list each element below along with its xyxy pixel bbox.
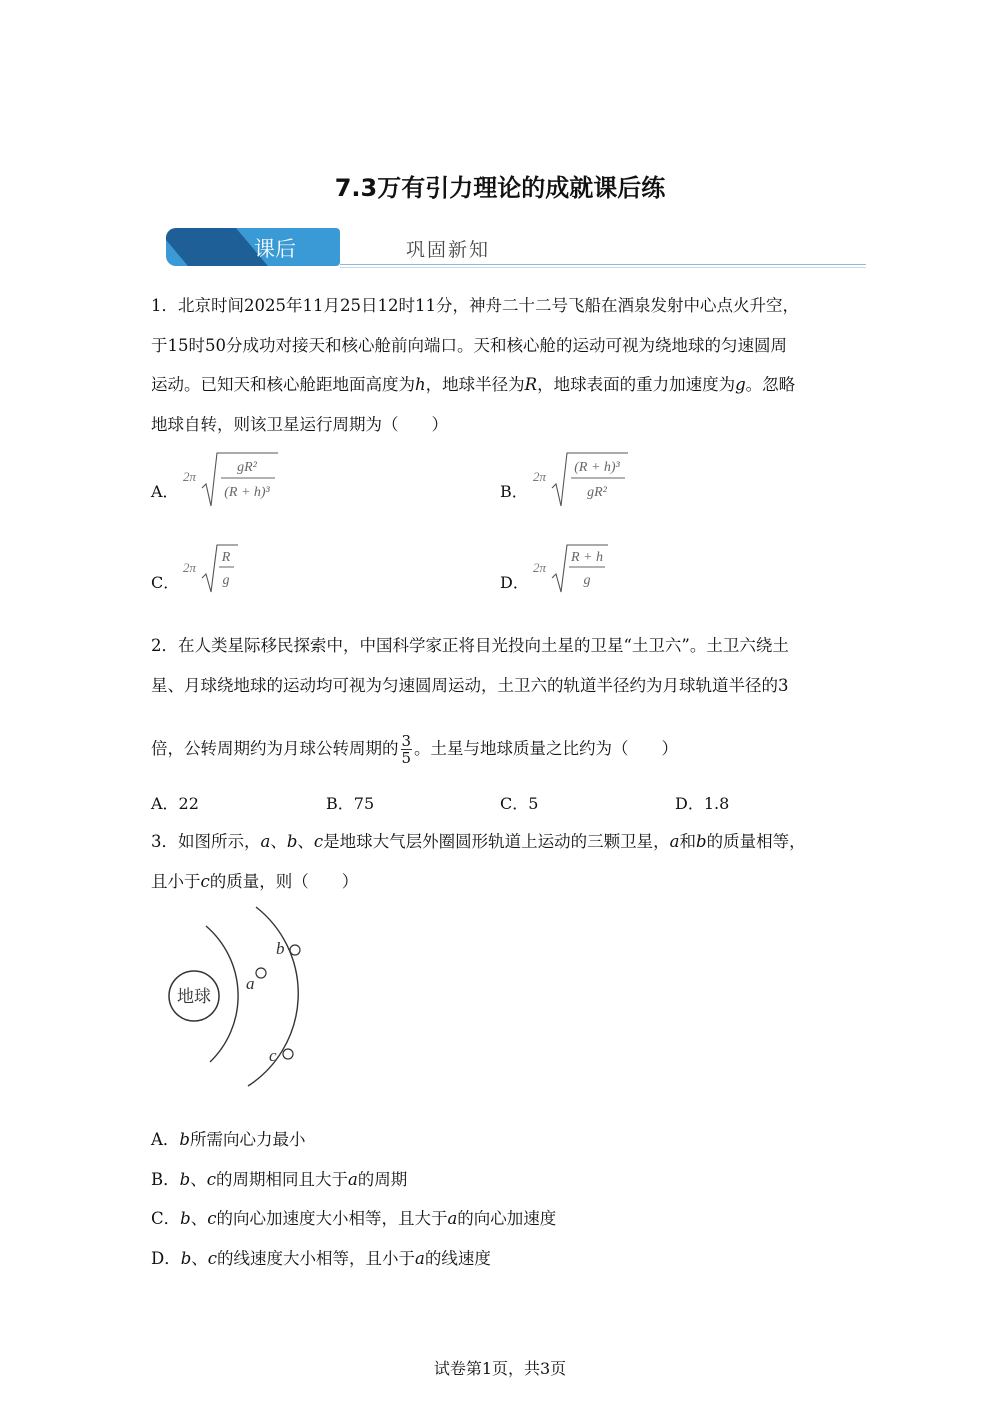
q3-text: 的质量，则（ ） [209,871,359,891]
q2-option-a: A．22 [151,794,199,813]
label-c: c [269,1046,277,1065]
q1-text: 。忽略 [745,375,796,394]
var-a: a [669,832,680,851]
option-text: 、 [190,1169,207,1189]
page-footer: 试卷第1页，共3页 [433,1359,567,1378]
q2-option-b: B．75 [326,794,375,813]
q3-option-b [151,1160,851,1200]
var-a: a [447,1209,458,1228]
q3-option-d [151,1239,851,1279]
q3-text: 、 [297,832,314,851]
sqrt-sign [202,545,238,592]
satellite-c [283,1049,293,1059]
q1-line-2: 于15时50分成功对接天和核心舱前向端口。天和核心舱的运动可视为绕地球的匀速圆周 [151,335,787,355]
var-g: g [735,375,746,394]
q1-text: ，地球表面的重力加速度为 [537,375,736,394]
var-b: b [180,1209,191,1228]
q2-text: 倍，公转周期约为月球公转周期的 [151,739,399,758]
satellite-b [290,945,300,955]
formula-denominator: (R + h)³ [224,485,270,500]
formula-two-pi: 2π [533,469,547,484]
formula-two-pi: 2π [183,560,197,575]
var-a: a [347,1169,358,1189]
q3-option-a [151,1120,851,1160]
q1-formula-d [530,542,620,598]
var-a: a [415,1248,425,1268]
option-text: 、 [190,1209,208,1228]
q1-line-1: 1．北京时间2025年11月25日12时11分，神舟二十二号飞船在酒泉发射中心点火升空， [151,296,799,315]
earth-label: 地球 [177,987,211,1007]
banner-tab-label: 课后 [254,237,296,261]
section-banner [166,228,866,268]
q3-text: 的质量相等， [706,832,806,851]
formula-denominator: gR² [587,485,607,500]
q1-text: 运动。已知天和核心舱距地面高度为 [151,375,415,394]
var-a: a [260,832,271,851]
var-h: h [415,375,426,394]
q3-text: 和 [679,832,696,851]
banner-rule-light [340,267,866,268]
q3-text: 3．如图所示， [151,832,261,851]
q2-option-d: D．1.8 [675,794,730,813]
banner-rule [340,264,866,265]
q3-text: 且小于 [151,871,201,891]
var-b: b [696,832,707,851]
q1-formula-c [180,542,250,598]
q2-text: 。土星与地球质量之比约为（ ） [414,739,679,758]
var-c: c [207,1209,217,1228]
question-2 [151,626,851,705]
option-label: A． [151,1130,180,1149]
formula-numerator: R [221,550,231,565]
option-label: C． [151,1209,181,1228]
option-text: 的线速度 [424,1248,491,1268]
option-label: B． [151,1169,180,1189]
option-text: 的向心加速度 [457,1209,557,1228]
q1-formula-b [530,450,640,512]
q1-text: ，地球半径为 [425,375,525,394]
q3-text: 、 [270,832,287,851]
var-c: c [313,832,324,851]
option-label: D． [151,1248,181,1268]
var-c: c [206,1169,216,1189]
fraction-denominator: 5 [401,749,412,767]
banner-tab [166,228,340,266]
option-text: 的周期 [357,1169,408,1189]
page-title: 7.3万有引力理论的成就课后练 [334,174,666,202]
q1-option-b-label: B． [500,482,528,501]
orbit-diagram [150,900,330,1095]
formula-denominator: g [222,573,230,588]
q2-line-3 [151,722,851,776]
formula-numerator: gR² [237,460,257,475]
label-a: a [246,974,255,993]
q1-option-d-label: D． [500,573,529,592]
question-1 [151,286,851,444]
formula-numerator: (R + h)³ [574,460,620,475]
option-text: 的向心加速度大小相等，且大于 [216,1209,448,1228]
q2-line-2: 星、月球绕地球的运动均可视为匀速圆周运动，土卫六的轨道半径约为月球轨道半径的3 [151,675,789,695]
formula-numerator: R + h [571,550,603,565]
q2-option-c: C．5 [500,794,539,813]
banner-tab-stripe [166,228,268,266]
var-b: b [179,1130,190,1149]
option-text: 的线速度大小相等，且小于 [217,1248,416,1268]
var-c: c [207,1248,218,1268]
var-b: b [286,832,298,851]
formula-denominator: g [583,573,591,588]
formula-two-pi: 2π [533,560,547,575]
option-text: 所需向心力最小 [189,1130,306,1149]
option-text: 、 [191,1248,208,1268]
var-b: b [180,1248,192,1268]
var-R: R [524,375,538,394]
q1-formula-a [180,450,290,512]
q3-text: 是地球大气层外圈圆形轨道上运动的三颗卫星， [323,832,670,851]
q1-option-a-label: A． [151,482,179,501]
label-b: b [276,939,285,958]
q3-options [151,1120,851,1278]
fraction-numerator: 3 [401,732,412,750]
formula-two-pi: 2π [183,469,197,484]
q1-line-4: 地球自转，则该卫星运行周期为（ ） [151,414,448,434]
option-text: 的周期相同且大于 [215,1169,348,1189]
question-3 [151,822,851,901]
var-c: c [200,871,210,891]
q3-line-2 [151,862,851,902]
var-b: b [179,1169,191,1189]
q3-option-c [151,1199,851,1239]
banner-subtitle: 巩固新知 [406,239,491,261]
q2-fraction [401,733,413,766]
q1-option-c-label: C． [151,573,180,592]
q3-line-1 [151,822,851,862]
q2-line-1: 2．在人类星际移民探索中，中国科学家正将目光投向土星的卫星“土卫六”。土卫六绕土 [151,636,789,655]
q1-line-3 [151,365,851,405]
satellite-a [256,968,266,978]
